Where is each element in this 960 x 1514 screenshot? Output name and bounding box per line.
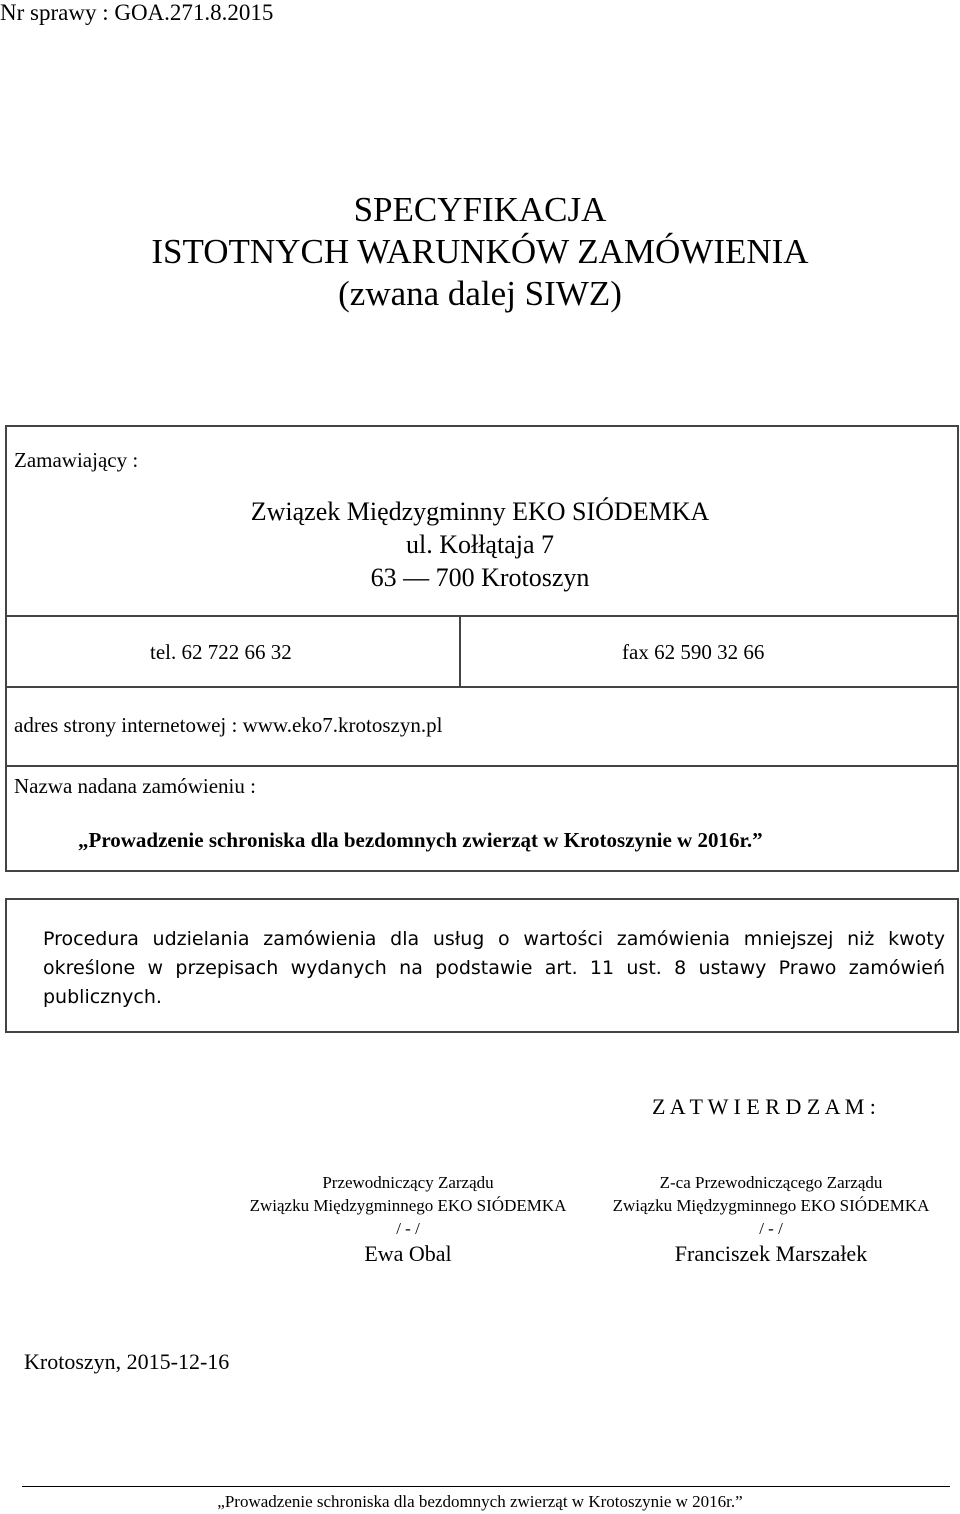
contracting-authority-box xyxy=(5,425,959,872)
box-divider-vertical xyxy=(459,615,461,687)
signature-left-role: Przewodniczący Zarządu xyxy=(322,1173,494,1192)
fax-number: fax 62 590 32 66 xyxy=(622,640,765,664)
signature-left-mark: / - / xyxy=(396,1219,420,1238)
approval-heading: Z A T W I E R D Z A M : xyxy=(652,1094,876,1119)
contracting-name: Związek Międzygminny EKO SIÓDEMKA xyxy=(250,497,710,526)
procedure-text: Procedura udzielania zamówienia dla usług o wartości zamówienia mniejszej niż kwoty określone w przepisach wydanych na podstawie art. 11 ust. 8 ustawy Prawo zamówień publicznych. xyxy=(43,928,945,1008)
box-divider-3 xyxy=(5,765,959,767)
signature-left xyxy=(228,1171,588,1267)
footer-rule xyxy=(22,1486,950,1487)
signature-right-role: Z-ca Przewodniczącego Zarządu xyxy=(659,1173,883,1192)
title-line-3: (zwana dalej SIWZ) xyxy=(338,274,622,313)
box-divider-2 xyxy=(5,686,959,688)
contracting-city: 63 — 700 Krotoszyn xyxy=(370,563,590,592)
footer-text: „Prowadzenie schroniska dla bezdomnych zwierząt w Krotoszynie w 2016r.” xyxy=(217,1492,743,1511)
signature-right xyxy=(591,1171,951,1267)
contracting-label: Zamawiający : xyxy=(14,448,139,472)
signature-right-org: Związku Międzygminnego EKO SIÓDEMKA xyxy=(612,1196,930,1215)
order-name-label: Nazwa nadana zamówieniu : xyxy=(14,774,256,798)
phone-number: tel. 62 722 66 32 xyxy=(150,640,292,664)
signature-right-mark: / - / xyxy=(759,1219,783,1238)
place-date: Krotoszyn, 2015-12-16 xyxy=(24,1349,230,1374)
signature-left-org: Związku Międzygminnego EKO SIÓDEMKA xyxy=(249,1196,567,1215)
signature-right-name: Franciszek Marszałek xyxy=(674,1241,868,1266)
title-line-2: ISTOTNYCH WARUNKÓW ZAMÓWIENIA xyxy=(151,232,809,271)
title-line-1: SPECYFIKACJA xyxy=(353,190,607,229)
website: adres strony internetowej : www.eko7.krotoszyn.pl xyxy=(14,713,443,737)
order-name: „Prowadzenie schroniska dla bezdomnych zwierząt w Krotoszynie w 2016r.” xyxy=(78,828,763,852)
case-number: Nr sprawy : GOA.271.8.2015 xyxy=(0,0,274,25)
box-divider-1 xyxy=(5,615,959,617)
signature-left-name: Ewa Obal xyxy=(364,1241,452,1266)
contracting-street: ul. Kołłątaja 7 xyxy=(405,530,554,559)
